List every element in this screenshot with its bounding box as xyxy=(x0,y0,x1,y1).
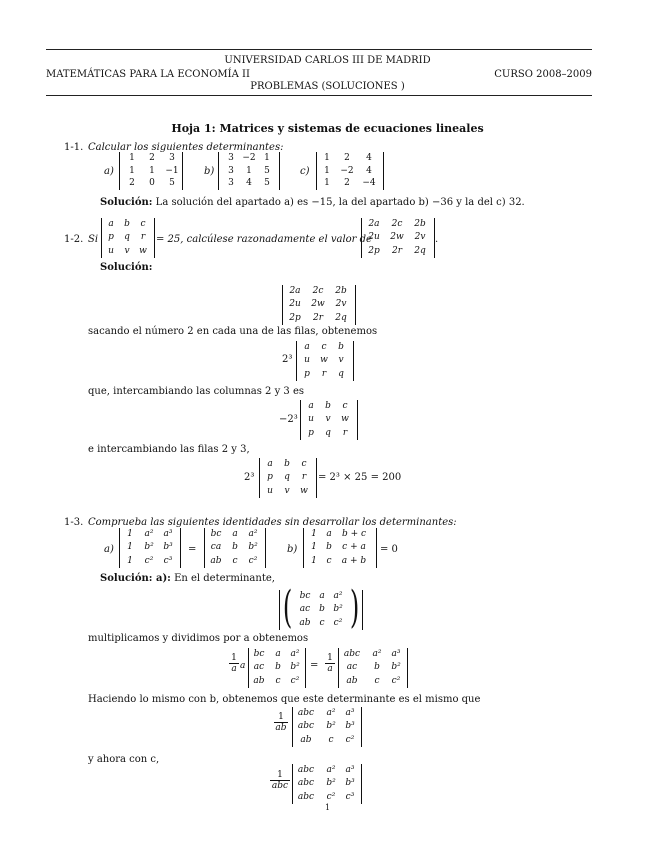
matrix-entry: 2u xyxy=(368,232,380,243)
matrix-entry: ab xyxy=(253,675,265,686)
matrix-entry: b xyxy=(326,542,332,553)
matrix-entry: 3 xyxy=(228,153,234,163)
matrix-entry: a³ xyxy=(345,765,355,775)
matrix-entry: a² xyxy=(290,649,300,659)
determinant xyxy=(248,648,306,688)
matrix-entry: c xyxy=(328,734,334,745)
matrix-entry: c xyxy=(326,555,332,566)
fraction xyxy=(229,653,239,674)
explanation-text: e intercambiando las filas 2 y 3, xyxy=(88,444,250,455)
determinant xyxy=(218,152,280,190)
matrix-entry: a² xyxy=(248,529,258,539)
matrix-entry: ab xyxy=(210,555,222,566)
matrix-entry: abc xyxy=(297,765,315,775)
result: = 2³ × 25 = 200 xyxy=(318,472,402,483)
matrix-entry: ac xyxy=(299,604,311,615)
matrix-entry: −2 xyxy=(340,165,354,176)
matrix-entry: 1 xyxy=(246,165,252,176)
label-a: a) xyxy=(104,544,114,555)
matrix-entry: 2w xyxy=(390,232,404,243)
matrix-entry: 1 xyxy=(311,542,317,553)
period: . xyxy=(435,234,439,245)
matrix-entry: c² xyxy=(290,675,300,686)
fraction xyxy=(274,712,288,733)
coefficient: 2³ xyxy=(282,354,293,365)
fraction-denominator: a xyxy=(231,664,237,674)
explanation-text: multiplicamos y dividimos por a obtenemos xyxy=(88,633,309,644)
matrix-entry: 2b xyxy=(414,219,426,229)
solution-text: En el determinante, xyxy=(174,573,275,584)
matrix-entry: 2 xyxy=(149,153,155,163)
matrix-entry: 1 xyxy=(129,165,135,176)
fraction-denominator: a xyxy=(327,664,333,674)
matrix-entry: c xyxy=(374,675,380,686)
solution-label: Solución: xyxy=(100,197,153,208)
matrix-entry: −1 xyxy=(165,165,179,176)
matrix-entry: ab xyxy=(346,675,358,686)
matrix-entry: a³ xyxy=(345,708,355,718)
matrix-entry: abc xyxy=(297,791,315,802)
matrix-entry: ca xyxy=(210,542,222,553)
matrix-entry: a² xyxy=(326,708,336,718)
matrix-entry: b³ xyxy=(345,778,355,789)
solution-label: Solución: xyxy=(100,262,153,273)
matrix-entry: 1 xyxy=(264,153,270,163)
sheet-title: Hoja 1: Matrices y sistemas de ecuaciones lineales xyxy=(171,122,484,135)
matrix-entry: b² xyxy=(290,662,300,673)
matrix-entry: 0 xyxy=(149,178,155,189)
matrix-entry: bc xyxy=(253,649,265,659)
matrix-entry: a³ xyxy=(163,529,173,539)
problem-number: 1-3. xyxy=(64,517,84,528)
matrix-entry: abc xyxy=(297,778,315,789)
matrix-entry: a xyxy=(108,219,114,229)
course-name: MATEMÁTICAS PARA LA ECONOMÍA II xyxy=(46,69,250,80)
determinant xyxy=(259,458,317,498)
header-bottom-rule xyxy=(46,95,592,96)
matrix-entry: v xyxy=(325,414,331,425)
matrix-entry: a xyxy=(319,591,325,601)
matrix-entry: a³ xyxy=(391,649,401,659)
matrix-entry: 1 xyxy=(324,165,330,176)
matrix-entry: 5 xyxy=(169,178,175,189)
matrix-entry: c xyxy=(319,617,325,628)
matrix-entry: 1 xyxy=(127,542,133,553)
matrix-entry: 1 xyxy=(311,529,317,539)
matrix-entry: w xyxy=(320,355,328,366)
matrix-entry: q xyxy=(284,472,290,483)
matrix-entry: a² xyxy=(333,591,343,601)
determinant xyxy=(119,528,181,568)
matrix-entry: ac xyxy=(346,662,358,673)
matrix-entry: a² xyxy=(372,649,382,659)
matrix-entry: c xyxy=(321,342,327,352)
matrix-entry: b xyxy=(232,542,238,553)
fraction xyxy=(325,653,335,674)
matrix-entry: a xyxy=(304,342,310,352)
matrix-entry: 2r xyxy=(391,245,403,256)
determinant xyxy=(292,764,362,804)
matrix-entry: u xyxy=(108,245,114,256)
matrix-entry: 1 xyxy=(127,529,133,539)
header-subtitle: PROBLEMAS (SOLUCIONES ) xyxy=(250,81,405,92)
matrix-entry: r xyxy=(342,427,348,438)
determinant xyxy=(300,400,358,440)
matrix-entry: b xyxy=(374,662,380,673)
coefficient: −2³ xyxy=(279,414,298,425)
matrix-entry: 2a xyxy=(289,286,301,296)
matrix-entry: b xyxy=(338,342,344,352)
matrix-entry: ac xyxy=(253,662,265,673)
matrix-entry: 1 xyxy=(129,153,135,163)
fraction xyxy=(270,770,290,791)
page-number: 1 xyxy=(324,803,331,812)
matrix-entry: 2c xyxy=(312,286,324,296)
problem-statement: Comprueba las siguientes identidades sin desarrollar los determinantes: xyxy=(88,517,457,528)
matrix-entry: p xyxy=(108,232,114,243)
matrix-entry: a² xyxy=(144,529,154,539)
determinant xyxy=(282,285,356,325)
problem-number: 1-2. xyxy=(64,234,84,245)
explanation-text: y ahora con c, xyxy=(88,754,160,765)
matrix-entry: c xyxy=(301,459,307,469)
matrix-entry: bc xyxy=(299,591,311,601)
header-top-rule xyxy=(46,49,592,50)
matrix-entry: 2q xyxy=(335,312,347,323)
equals-zero: = 0 xyxy=(380,544,398,555)
solution-text: La solución del apartado a) es −15, la del apartado b) −36 y la del c) 32. xyxy=(155,197,525,208)
matrix-entry: p xyxy=(267,472,273,483)
statement-text: = 25, calcúlese razonadamente el valor de xyxy=(156,234,372,245)
explanation-text: Haciendo lo mismo con b, obtenemos que este determinante es el mismo que xyxy=(88,694,481,705)
matrix-entry: c³ xyxy=(345,791,355,802)
matrix-entry: a xyxy=(232,529,238,539)
solution-label: Solución: a): xyxy=(100,573,171,584)
label-a: a) xyxy=(104,166,114,177)
determinant xyxy=(204,528,266,568)
matrix-entry: bc xyxy=(210,529,222,539)
matrix-entry: q xyxy=(325,427,331,438)
matrix-entry: w xyxy=(300,485,308,496)
matrix-entry: 1 xyxy=(149,165,155,176)
determinant xyxy=(119,152,183,190)
matrix-entry: q xyxy=(338,368,344,379)
matrix-entry: 2v xyxy=(335,299,347,310)
equals-sign: = xyxy=(188,544,197,555)
matrix-entry: 3 xyxy=(228,178,234,189)
matrix-entry: b² xyxy=(144,542,154,553)
matrix-entry: abc xyxy=(297,708,315,718)
fraction-numerator: 1 xyxy=(274,712,288,723)
fraction-numerator: 1 xyxy=(325,653,335,664)
label-b: b) xyxy=(287,544,298,555)
matrix-entry: u xyxy=(304,355,310,366)
right-parenthesis: ) xyxy=(349,582,360,633)
matrix-entry: 2a xyxy=(368,219,380,229)
matrix-entry: 2 xyxy=(129,178,135,189)
determinant xyxy=(316,152,384,190)
matrix-entry: a² xyxy=(326,765,336,775)
matrix-entry: 3 xyxy=(228,165,234,176)
matrix-entry: −2 xyxy=(242,153,256,163)
course-year: CURSO 2008–2009 xyxy=(494,69,592,80)
matrix-entry: b² xyxy=(391,662,401,673)
fraction-numerator: 1 xyxy=(229,653,239,664)
matrix-entry: abc xyxy=(343,649,361,659)
matrix-entry: c xyxy=(232,555,238,566)
matrix-entry: c³ xyxy=(163,555,173,566)
matrix-entry: b xyxy=(124,219,130,229)
fraction-denominator: abc xyxy=(271,781,289,791)
matrix-entry: p xyxy=(308,427,314,438)
matrix-entry: ab xyxy=(300,734,312,745)
matrix-entry: r xyxy=(140,232,146,243)
matrix-entry: r xyxy=(321,368,327,379)
explanation-text: que, intercambiando las columnas 2 y 3 es xyxy=(88,386,305,397)
matrix-entry: a + b xyxy=(341,555,367,566)
determinant xyxy=(101,218,155,258)
matrix-entry: 4 xyxy=(366,153,372,163)
matrix-entry: b² xyxy=(248,542,258,553)
matrix-entry: b² xyxy=(333,604,343,615)
matrix-entry: −4 xyxy=(362,178,376,189)
problem-statement: Calcular los siguientes determinantes: xyxy=(88,142,284,153)
matrix-entry: q xyxy=(124,232,130,243)
matrix-entry: c² xyxy=(326,791,336,802)
fraction-numerator: 1 xyxy=(270,770,290,781)
matrix-entry: r xyxy=(301,472,307,483)
matrix-entry: 2q xyxy=(414,245,426,256)
university-name: UNIVERSIDAD CARLOS III DE MADRID xyxy=(224,55,431,66)
matrix-entry: b³ xyxy=(345,721,355,732)
matrix-entry: 2p xyxy=(368,245,380,256)
matrix-entry: b² xyxy=(326,721,336,732)
matrix-entry: c + a xyxy=(342,542,366,553)
matrix-entry: 1 xyxy=(311,555,317,566)
matrix-entry: 1 xyxy=(127,555,133,566)
matrix-entry: b³ xyxy=(163,542,173,553)
matrix-entry: c² xyxy=(345,734,355,745)
matrix xyxy=(295,590,347,630)
matrix-entry: b² xyxy=(326,778,336,789)
fraction-denominator: ab xyxy=(275,723,287,733)
matrix-entry: u xyxy=(267,485,273,496)
matrix-entry: b xyxy=(319,604,325,615)
matrix-entry: c xyxy=(342,401,348,411)
si-text: Si xyxy=(88,234,99,245)
matrix-entry: 2 xyxy=(344,153,350,163)
matrix-entry: c² xyxy=(391,675,401,686)
determinant xyxy=(361,218,435,258)
matrix-entry: ab xyxy=(299,617,311,628)
matrix-entry: 2w xyxy=(311,299,325,310)
matrix-entry: 2r xyxy=(312,312,324,323)
matrix-entry: v xyxy=(284,485,290,496)
matrix-entry: 4 xyxy=(246,178,252,189)
matrix-entry: b xyxy=(284,459,290,469)
matrix-entry: p xyxy=(304,368,310,379)
matrix-entry: 2 xyxy=(344,178,350,189)
matrix-entry: a xyxy=(275,649,281,659)
matrix-entry: 4 xyxy=(366,165,372,176)
matrix-entry: abc xyxy=(297,721,315,732)
matrix-entry: a xyxy=(267,459,273,469)
matrix-entry: 2v xyxy=(414,232,426,243)
matrix-entry: c² xyxy=(333,617,343,628)
solution xyxy=(100,197,525,208)
explanation-text: sacando el número 2 en cada una de las filas, obtenemos xyxy=(88,326,378,337)
label-b: b) xyxy=(204,166,215,177)
matrix-entry: 5 xyxy=(264,165,270,176)
determinant xyxy=(292,707,362,747)
matrix-entry: c xyxy=(275,675,281,686)
label-c: c) xyxy=(300,166,310,177)
matrix-entry: b xyxy=(275,662,281,673)
matrix-entry: 1 xyxy=(324,178,330,189)
problem-number: 1-1. xyxy=(64,142,84,153)
matrix-entry: c² xyxy=(248,555,258,566)
coefficient: a xyxy=(240,661,246,671)
matrix-entry: v xyxy=(124,245,130,256)
solution xyxy=(100,573,275,584)
matrix-entry: 3 xyxy=(169,153,175,163)
matrix-entry: 1 xyxy=(324,153,330,163)
matrix-entry: 2u xyxy=(289,299,301,310)
matrix-entry: 2p xyxy=(289,312,301,323)
matrix-entry: b xyxy=(325,401,331,411)
matrix-entry: w xyxy=(341,414,349,425)
matrix-entry: c² xyxy=(144,555,154,566)
determinant xyxy=(303,528,377,568)
determinant xyxy=(296,341,354,381)
equals-sign: = xyxy=(310,660,319,671)
coefficient: 2³ xyxy=(244,472,255,483)
matrix-entry: 5 xyxy=(264,178,270,189)
matrix-entry: c xyxy=(140,219,146,229)
matrix-entry: b + c xyxy=(341,529,367,539)
matrix-entry: v xyxy=(338,355,344,366)
matrix-entry: 2b xyxy=(335,286,347,296)
determinant xyxy=(338,648,408,688)
matrix-entry: a xyxy=(308,401,314,411)
matrix-entry: w xyxy=(139,245,147,256)
matrix-entry: 2c xyxy=(391,219,403,229)
left-parenthesis: ( xyxy=(282,582,293,633)
matrix-entry: a xyxy=(326,529,332,539)
matrix-entry: u xyxy=(308,414,314,425)
